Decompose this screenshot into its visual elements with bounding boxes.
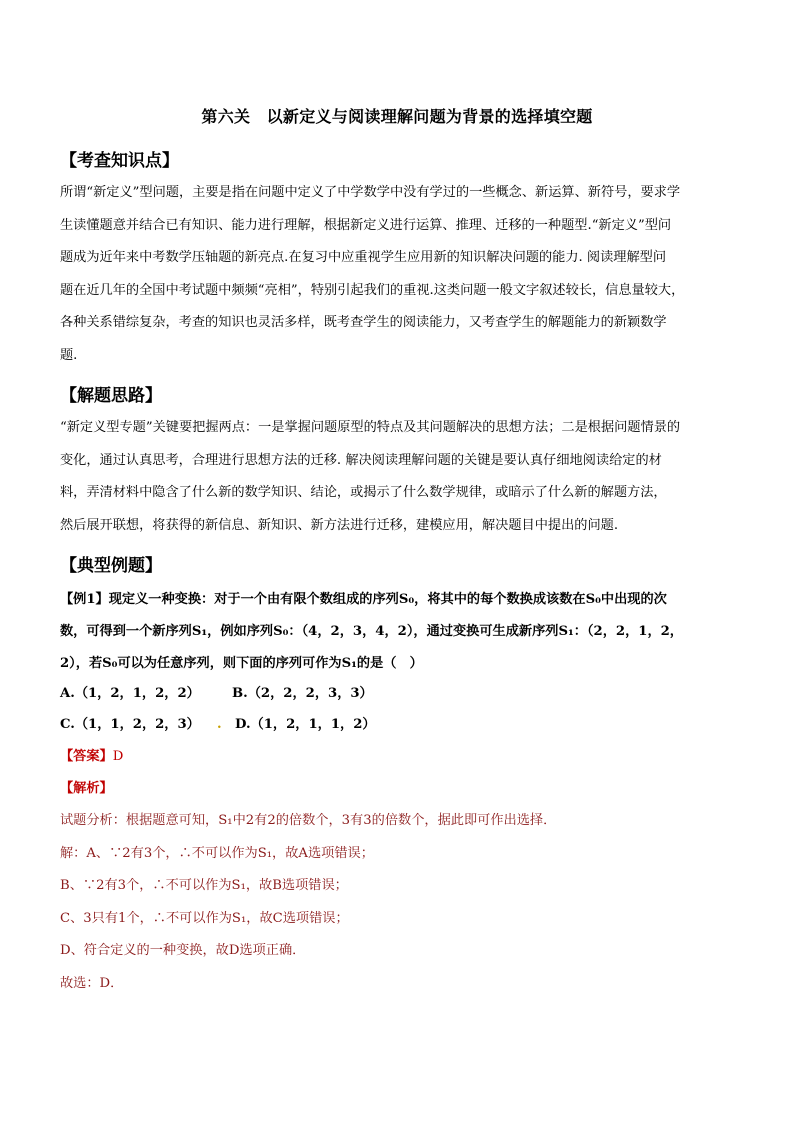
analysis-label: 【解析】 bbox=[60, 781, 113, 796]
paragraph-line: 所谓“新定义”型问题，主要是指在问题中定义了中学数学中没有学过的一些概念、新运算、新符号，要求学 bbox=[60, 185, 681, 200]
question-line: 数，可得到一个新序列S₁，例如序列S₀：（4，2，3，4，2），通过变换可生成新序列S₁：（2，2，1，2， bbox=[60, 624, 683, 639]
decorative-dot: . bbox=[217, 717, 222, 732]
option-row-ab bbox=[60, 678, 740, 710]
paragraph-line: 料，弄清材料中隐含了什么新的数学知识、结论，或揭示了什么数学规律，或暗示了什么新的解题方法， bbox=[60, 485, 667, 500]
page-title: 第六关 以新定义与阅读理解问题为背景的选择填空题 bbox=[201, 107, 593, 126]
analysis-line: D、符合定义的一种变换，故D选项正确． bbox=[60, 943, 306, 958]
analysis-line: 试题分析：根据题意可知，S₁中2有2的倍数个，3有3的倍数个，据此即可作出选择． bbox=[60, 813, 557, 828]
option-d: D.（1，2，1，1，2） bbox=[235, 717, 376, 732]
analysis-line: C、3只有1个，∴不可以作为S₁，故C选项错误； bbox=[60, 910, 349, 926]
answer-label: 【答案】 bbox=[60, 749, 113, 764]
paragraph-line: 生读懂题意并结合已有知识、能力进行理解，根据新定义进行运算、推理、迁移的一种题型.“新定义”型问 bbox=[60, 217, 672, 233]
approach-paragraph bbox=[60, 412, 735, 542]
example-1-question bbox=[60, 584, 740, 680]
knowledge-paragraph bbox=[60, 177, 735, 372]
analysis-line: 解：A、∵2有3个，∴不可以作为S₁，故A选项错误； bbox=[60, 845, 374, 861]
analysis-line: B、∵2有3个，∴不可以作为S₁，故B选项错误； bbox=[60, 878, 348, 893]
paragraph-line: 题成为近年来中考数学压轴题的新亮点.在复习中应重视学生应用新的知识解决问题的能力. 阅读理解型问 bbox=[60, 250, 667, 265]
paragraph-line: 变化，通过认真思考，合理进行思想方法的迁移. 解决阅读理解问题的关键是要认真仔细地阅读给定的材 bbox=[60, 452, 662, 468]
section-heading-examples: 【典型例题】 bbox=[60, 556, 162, 576]
analysis-line: 故选：D． bbox=[60, 975, 124, 991]
paragraph-line: 各种关系错综复杂，考查的知识也灵活多样，既考查学生的阅读能力，又考查学生的解题能力的新颖数学 bbox=[60, 315, 667, 330]
paragraph-line: 然后展开联想，将获得的新信息、新知识、新方法进行迁移，建模应用，解决题目中提出的问题. bbox=[60, 517, 619, 533]
question-line: 【例1】现定义一种变换：对于一个由有限个数组成的序列S₀，将其中的每个数换成该数在S₀中出现的次 bbox=[60, 592, 667, 607]
option-row-cd bbox=[60, 709, 740, 741]
option-b: B.（2，2，2，3，3） bbox=[232, 686, 373, 701]
section-heading-approach: 【解题思路】 bbox=[60, 386, 162, 406]
paragraph-line: “新定义型专题”关键要把握两点：一是掌握问题原型的特点及其问题解决的思想方法；二是根据问题情景的 bbox=[60, 420, 681, 435]
option-a: A.（1，2，1，2，2） bbox=[60, 686, 200, 701]
answer-value: D bbox=[112, 749, 124, 764]
paragraph-line: 题. bbox=[60, 347, 78, 363]
answer-line bbox=[60, 741, 123, 773]
section-heading-knowledge: 【考查知识点】 bbox=[60, 151, 179, 171]
question-line: 2），若S₀可以为任意序列，则下面的序列可作为S₁的是（ ） bbox=[60, 656, 423, 671]
paragraph-line: 题在近几年的全国中考试题中频频“亮相”，特别引起我们的重视.这类问题一般文字叙述较长，信息量较大， bbox=[60, 282, 685, 298]
analysis-label-line bbox=[60, 773, 113, 805]
analysis-body bbox=[60, 805, 740, 1000]
option-c: C.（1，1，2，2，3） bbox=[60, 717, 200, 732]
